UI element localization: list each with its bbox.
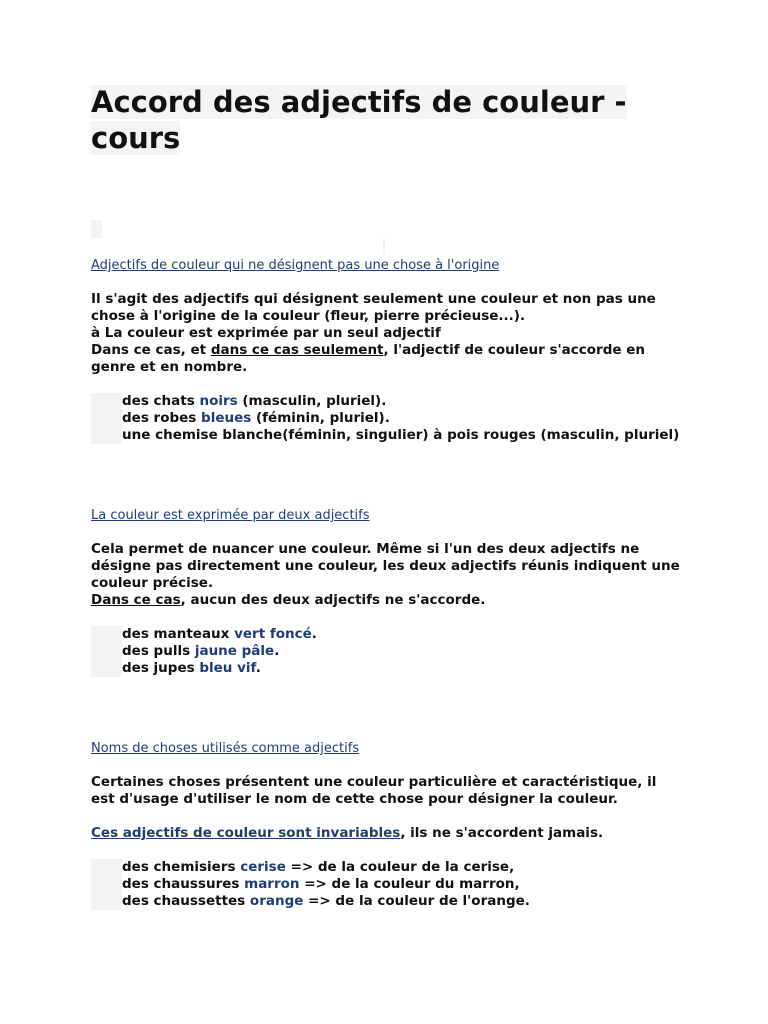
list-item: une chemise blanche(féminin, singulier) à pois rouges (masculin, pluriel)	[91, 427, 691, 444]
color-adjective: noirs	[199, 393, 238, 409]
section-line: à La couleur est exprimée par un seul adjectif	[91, 325, 441, 341]
section-intro: Certaines choses présentent une couleur particulière et caractéristique, il est d'usage d'utiliser le nom de cette chose pour désigner la couleur.	[91, 774, 657, 807]
examples-list	[91, 393, 691, 444]
section-heading-two-adjectives[interactable]: La couleur est exprimée par deux adjectifs	[91, 508, 370, 523]
emphasis-underline: dans ce cas seulement	[210, 342, 384, 358]
highlight-mark	[91, 220, 102, 238]
highlight-mark	[383, 238, 385, 254]
color-adjective: jaune pâle	[194, 643, 275, 659]
examples-list	[91, 626, 691, 677]
page-title: Accord des adjectifs de couleur - cours	[91, 85, 627, 155]
list-item: des chemisiers cerise => de la couleur de la cerise,	[91, 859, 691, 876]
color-adjective: vert foncé	[234, 626, 312, 642]
section-heading-single-adjective[interactable]: Adjectifs de couleur qui ne désignent pas une chose à l'origine	[91, 258, 500, 273]
list-item: des chaussettes orange => de la couleur de l'orange.	[91, 893, 691, 910]
rule-link[interactable]: Ces adjectifs de couleur sont invariables	[91, 825, 401, 841]
color-adjective: bleues	[201, 410, 252, 426]
document-page	[91, 84, 691, 910]
color-adjective: orange	[249, 893, 304, 909]
decorative-spacer	[91, 156, 691, 258]
emphasis-underline: Dans ce cas	[91, 592, 181, 608]
section-intro: Il s'agit des adjectifs qui désignent seulement une couleur et non pas une chose à l'origine de la couleur (fleur, pierre précieuse...).	[91, 291, 656, 324]
section-heading-nouns-as-adjectives[interactable]: Noms de choses utilisés comme adjectifs	[91, 741, 360, 756]
list-item: des pulls jaune pâle.	[91, 643, 691, 660]
list-item: des robes bleues (féminin, pluriel).	[91, 410, 691, 427]
color-adjective: cerise	[240, 859, 286, 875]
section-rule: Dans ce cas, et dans ce cas seulement, l'adjectif de couleur s'accorde en genre et en nombre.	[91, 342, 645, 375]
list-item: des chaussures marron => de la couleur du marron,	[91, 876, 691, 893]
section-intro: Cela permet de nuancer une couleur. Même si l'un des deux adjectifs ne désigne pas directement une couleur, les deux adjectifs réunis indiquent une couleur précise.	[91, 541, 680, 591]
color-adjective: bleu vif	[199, 660, 256, 676]
examples-list	[91, 859, 691, 910]
list-item: des chats noirs (masculin, pluriel).	[91, 393, 691, 410]
list-item: des manteaux vert foncé.	[91, 626, 691, 643]
section-rule: Ces adjectifs de couleur sont invariables, ils ne s'accordent jamais.	[91, 825, 604, 841]
section-rule: Dans ce cas, aucun des deux adjectifs ne s'accorde.	[91, 592, 486, 608]
color-adjective: marron	[244, 876, 300, 892]
list-item: des jupes bleu vif.	[91, 660, 691, 677]
